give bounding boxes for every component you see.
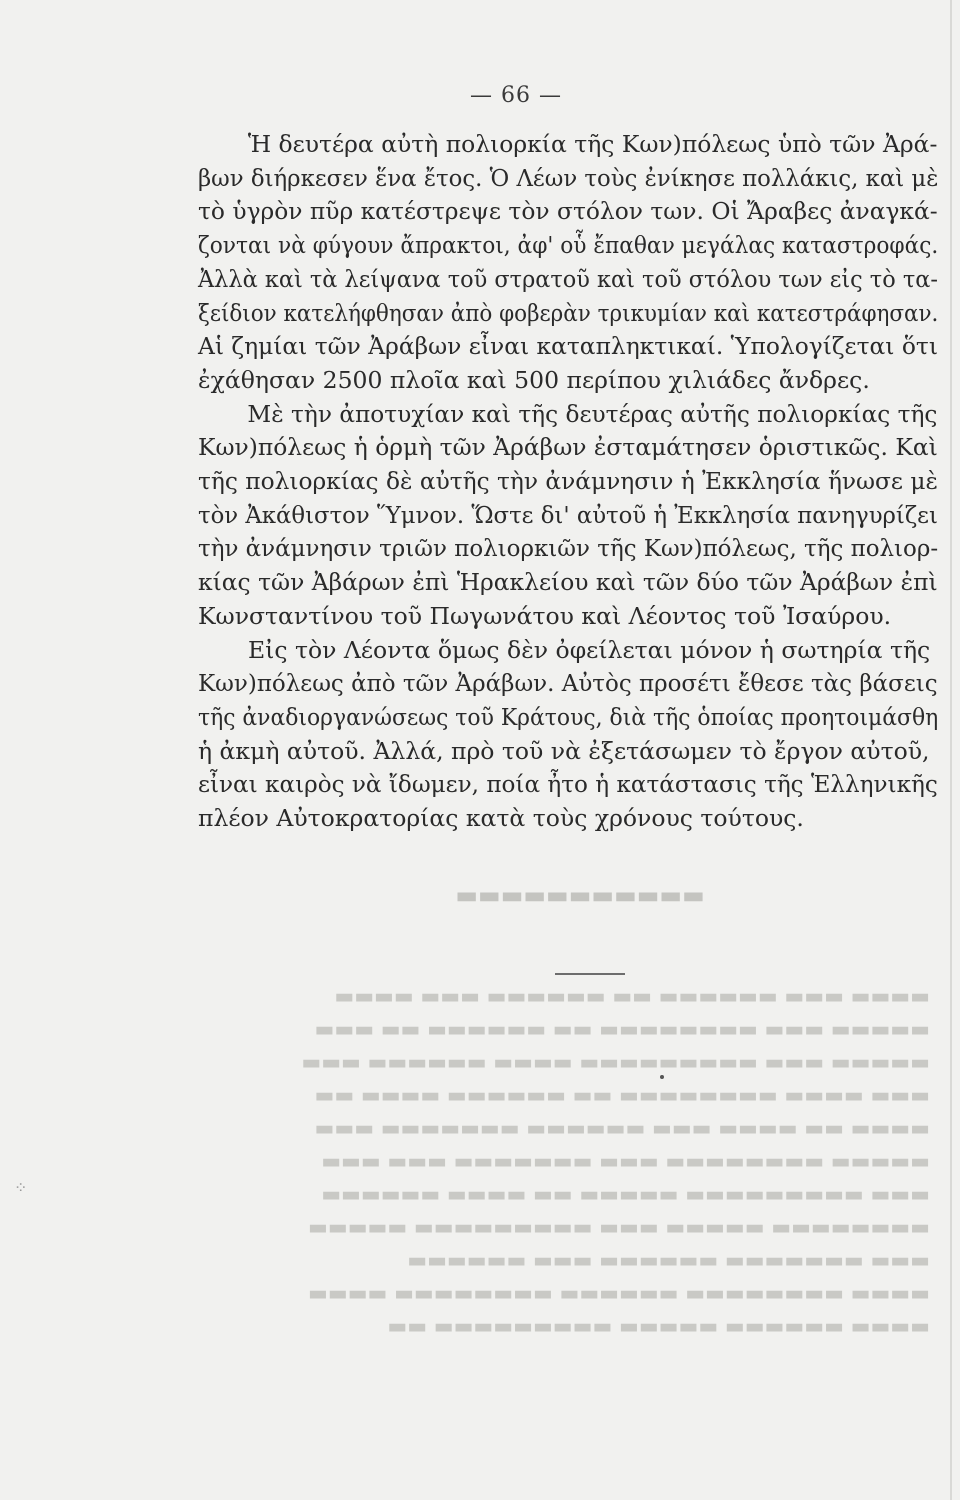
bleed-through-text: ▬▬▬▬ ▬▬▬ ▬▬▬▬▬▬ ▬▬ ▬▬▬▬▬▬ ▬▬▬ ▬▬▬▬ ▬▬▬▬▬ ▬▬▬ ▬▬▬▬▬▬▬▬ ▬▬ ▬▬▬▬▬▬ ▬▬ ▬▬▬ ▬▬▬▬▬ ▬▬▬ ▬▬▬▬▬▬▬▬▬ ▬▬▬▬ ▬▬▬▬▬▬ ▬▬▬ ▬▬▬ ▬▬▬▬ ▬▬▬▬▬▬▬▬ ▬▬ ▬▬▬▬▬▬ ▬▬▬▬ ▬▬ ▬▬▬▬ ▬▬ ▬▬▬▬ ▬▬▬ ▬▬▬▬▬▬ ▬▬▬▬▬▬▬ ▬▬▬ ▬▬▬▬▬ ▬▬▬▬▬▬▬▬ ▬▬▬ ▬▬▬▬▬▬▬ ▬▬▬ ▬▬▬ ▬▬▬ ▬▬▬▬▬▬▬▬▬ ▬▬▬▬▬ ▬▬ ▬▬▬▬ ▬▬▬▬▬▬ ▬▬▬▬▬▬▬▬ ▬▬▬▬▬ ▬▬▬ ▬▬▬▬▬▬▬▬▬ ▬▬▬▬▬ ▬▬▬ ▬▬▬▬▬▬▬ ▬▬▬▬▬▬ ▬▬▬ ▬▬▬▬▬▬ ▬▬▬▬ ▬▬▬▬▬▬▬▬ ▬▬▬▬▬▬ ▬▬▬▬▬▬▬▬ ▬▬▬▬ ▬▬▬▬ ▬▬▬▬▬▬ ▬▬▬▬▬ ▬▬▬▬▬▬▬▬▬ ▬▬ — [301, 984, 930, 1338]
text-line: τὸν Ἀκάθιστον Ὕμνον. Ὥστε δι' αὐτοῦ ἡ Ἐκκλησία πανηγυρίζει — [198, 500, 938, 529]
text-line: τὴν ἀνάμνησιν τριῶν πολιορκιῶν τῆς Κων)πόλεως, τῆς πολιορ- — [198, 534, 939, 563]
text-line: εἶναι καιρὸς νὰ ἴδωμεν, ποία ἦτο ἡ κατάστασις τῆς Ἑλληνικῆς — [198, 770, 938, 799]
body-text — [198, 128, 938, 836]
text-line: Κων)πόλεως ἀπὸ τῶν Ἀράβων. Αὐτὸς προσέτι ἔθεσε τὰς βάσεις — [198, 669, 938, 698]
text-line: Ἡ δευτέρα αὐτὴ πολιορκία τῆς Κων)πόλεως ὑπὸ τῶν Ἀρά- — [247, 130, 938, 158]
text-line: κίας τῶν Ἀβάρων ἐπὶ Ἡρακλείου καὶ τῶν δύο τῶν Ἀράβων ἐπὶ — [198, 568, 938, 597]
text-line: τῆς ἀναδιοργανώσεως τοῦ Κράτους, διὰ τῆς ὁποίας προητοιμάσθη — [198, 702, 939, 731]
page-number: — 66 — — [470, 83, 562, 108]
text-line: ζονται νὰ φύγουν ἄπρακτοι, ἀφ' οὗ ἔπαθαν μεγάλας καταστροφάς. — [198, 231, 939, 260]
text-line: Κων)πόλεως ἡ ὁρμὴ τῶν Ἀράβων ἐσταμάτησεν ὁριστικῶς. Καὶ — [198, 433, 938, 462]
stray-ink-dot — [660, 1075, 664, 1079]
text-line: ἐχάθησαν 2500 πλοῖα καὶ 500 περίπου χιλιάδες ἄνδρες. — [198, 365, 870, 394]
text-line: Κωνσταντίνου τοῦ Πωγωνάτου καὶ Λέοντος τοῦ Ἰσαύρου. — [198, 601, 892, 630]
text-line: ξείδιον κατελήφθησαν ἀπὸ φοβερὰν τρικυμίαν καὶ κατεστράφησαν. — [198, 298, 939, 327]
stray-underline — [555, 973, 625, 975]
text-line: τὸ ὑγρὸν πῦρ κατέστρεψε τὸν στόλον των. Οἱ Ἄραβες ἀναγκά- — [198, 197, 938, 226]
text-line: Αἱ ζημίαι τῶν Ἀράβων εἶναι καταπληκτικαί. Ὑπολογίζεται ὅτι — [198, 332, 939, 361]
text-line: ἡ ἀκμὴ αὐτοῦ. Ἀλλά, πρὸ τοῦ νὰ ἐξετάσωμεν τὸ ἔργον αὐτοῦ, — [198, 736, 930, 765]
text-line: πλέον Αὐτοκρατορίας κατὰ τοὺς χρόνους τούτους. — [198, 804, 804, 833]
text-line: Ἀλλὰ καὶ τὰ λείψανα τοῦ στρατοῦ καὶ τοῦ στόλου των εἰς τὸ τα- — [198, 264, 938, 293]
page-edge — [950, 0, 952, 1500]
text-line: βων διήρκεσεν ἕνα ἔτος. Ὁ Λέων τοὺς ἐνίκησε πολλάκις, καὶ μὲ — [198, 163, 939, 192]
margin-speck: ⁘ — [14, 1178, 28, 1197]
text-line: τῆς πολιορκίας δὲ αὐτῆς τὴν ἀνάμνησιν ἡ Ἐκκλησία ἥνωσε μὲ — [198, 467, 939, 496]
text-line: Εἰς τὸν Λέοντα ὅμως δὲν ὀφείλεται μόνον ἡ σωτηρία τῆς — [248, 635, 931, 664]
text-line: Μὲ τὴν ἀποτυχίαν καὶ τῆς δευτέρας αὐτῆς πολιορκίας τῆς — [247, 399, 938, 428]
bleed-through-heading: ▬▬▬▬▬▬▬▬▬▬▬ — [455, 880, 705, 909]
